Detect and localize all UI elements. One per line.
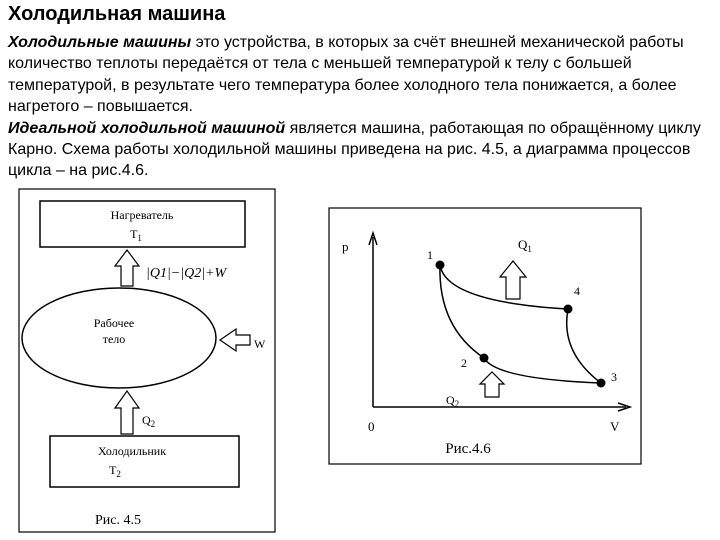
- curve-2-3: [484, 358, 601, 383]
- heater-temp: $Т_1$: [130, 227, 142, 243]
- figure-4-5: [18, 188, 276, 533]
- heat-out-arrow: [115, 250, 139, 286]
- point-2-label: 2: [461, 356, 467, 370]
- para2-text: является машина, работающая по обращённому циклу Карно. Схема работы холодильной машины приведена на рис. 4.5, а диаграмма процессов цикла – на рис.4.6.: [8, 119, 701, 180]
- work-arrow: [220, 329, 250, 351]
- figure-4-6: [328, 207, 642, 465]
- cooler-label: Холодильник: [97, 444, 167, 458]
- q2-label: $Q_2$: [446, 393, 460, 409]
- figure-frame: [329, 208, 641, 464]
- body-text: [8, 32, 720, 182]
- scheme-diagram: [18, 188, 276, 533]
- heat-out-formula: |Q1|−|Q2|+W: [146, 266, 227, 281]
- q2-label: $Q_2$: [142, 413, 156, 429]
- y-axis-label: р: [342, 239, 349, 254]
- point-3-label: 3: [611, 370, 617, 384]
- point-4: [564, 305, 573, 314]
- para1: [8, 34, 684, 115]
- origin-label: 0: [368, 419, 375, 434]
- term-ideal-refrigeration-machine: Идеальной холодильной машиной: [8, 119, 286, 137]
- point-3: [597, 379, 606, 388]
- point-4-label: 4: [574, 284, 580, 298]
- figure-frame: [19, 189, 275, 532]
- working-body-line1: Рабочее: [93, 316, 135, 330]
- point-1-label: 1: [427, 248, 433, 262]
- heat-in-arrow: [115, 391, 139, 434]
- q2-arrow: [480, 372, 504, 397]
- pv-diagram: [328, 207, 642, 465]
- figure-4-5-caption: Рис. 4.5: [95, 513, 141, 528]
- para1-text: это устройства, в которых за счёт внешней механической работы количество теплоты передаётся от тела с меньшей температурой к телу с большей температурой, в результате чего температура более холодного тела понижается, а более нагретого – повышается.: [8, 34, 684, 116]
- para2: [8, 120, 701, 180]
- term-refrigeration-machines: Холодильные машины: [8, 34, 192, 51]
- page-title: Холодильная машина: [8, 3, 226, 25]
- cooler-temp: $Т_2$: [109, 463, 121, 479]
- figure-4-6-caption: Рис.4.6: [445, 441, 491, 457]
- work-label: W: [254, 337, 266, 351]
- q1-label: $Q_1$: [518, 237, 532, 254]
- curve-4-3: [567, 309, 601, 383]
- x-axis-label: V: [610, 419, 620, 434]
- point-1: [436, 261, 445, 270]
- heater-label: Нагреватель: [110, 208, 174, 222]
- working-body-line2: тело: [102, 332, 126, 346]
- point-2: [480, 354, 489, 363]
- q1-arrow: [500, 261, 526, 299]
